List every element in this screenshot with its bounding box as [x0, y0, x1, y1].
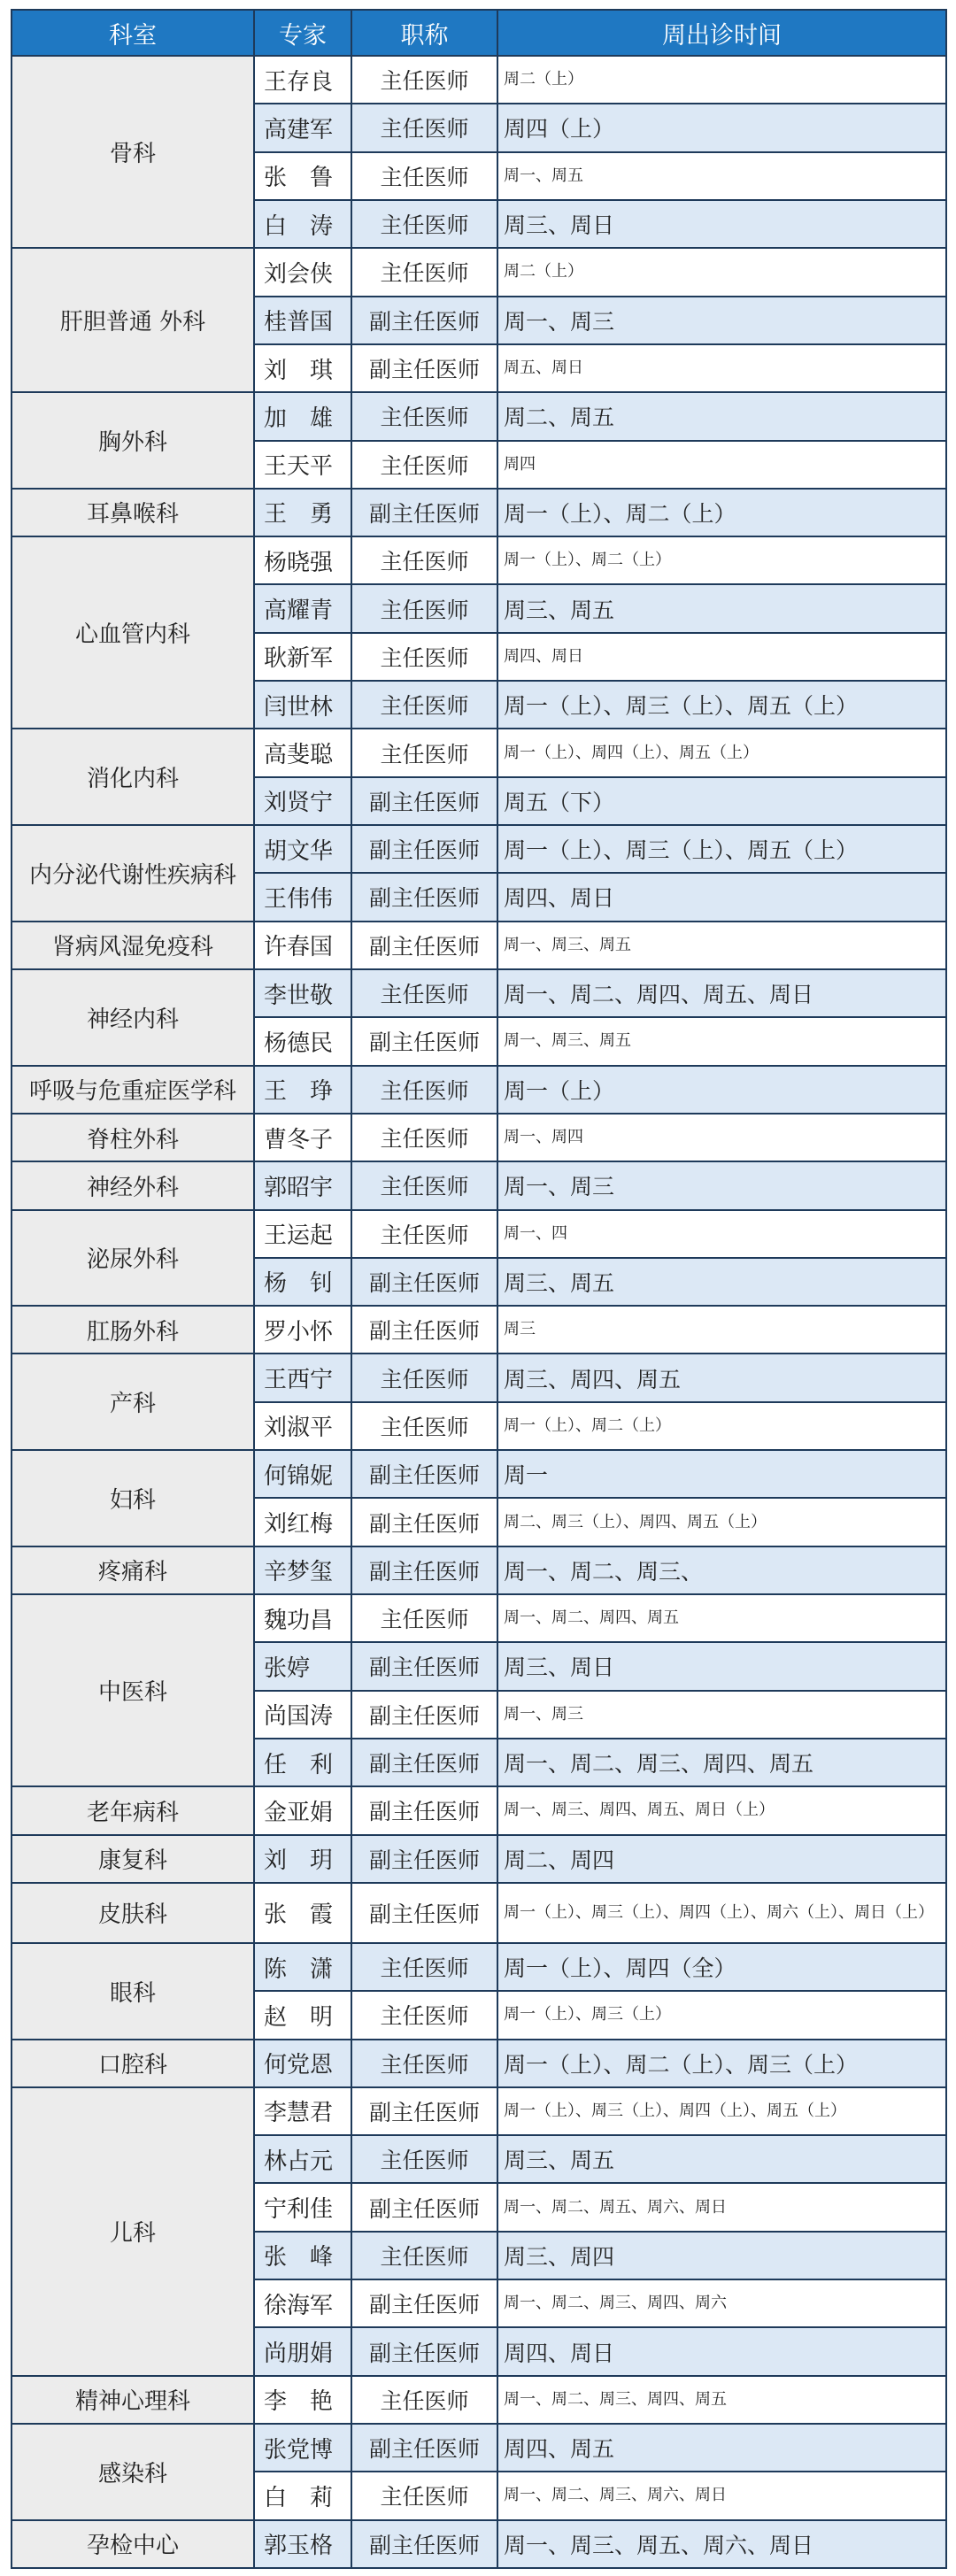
department-cell: 内分泌代谢性疾病科	[12, 825, 254, 922]
schedule-cell: 周三	[497, 1306, 946, 1354]
expert-name: 王 琤	[254, 1066, 351, 1114]
expert-name: 曹冬子	[254, 1114, 351, 1161]
expert-name: 张 霞	[254, 1883, 351, 1943]
schedule-cell: 周三、周五	[497, 584, 946, 632]
schedule-cell: 周一、周二、周三、周四、周五	[497, 2376, 946, 2424]
title-cell: 副主任医师	[351, 2279, 497, 2327]
department-cell: 心血管内科	[12, 536, 254, 729]
expert-name: 王伟伟	[254, 873, 351, 921]
schedule-cell: 周二（上）	[497, 56, 946, 104]
schedule-cell: 周二、周四	[497, 1835, 946, 1883]
schedule-cell: 周一（上）、周三（上）	[497, 1991, 946, 2039]
department-cell: 神经外科	[12, 1161, 254, 1209]
table-row	[12, 969, 946, 1017]
table-row	[12, 922, 946, 969]
schedule-cell: 周一	[497, 1450, 946, 1498]
title-cell: 主任医师	[351, 2040, 497, 2087]
expert-name: 郭玉格	[254, 2520, 351, 2568]
expert-name: 张 峰	[254, 2232, 351, 2279]
title-cell: 副主任医师	[351, 1306, 497, 1354]
title-cell: 副主任医师	[351, 1883, 497, 1943]
schedule-cell: 周一、周二、周三、周四、周六	[497, 2279, 946, 2327]
schedule-cell: 周一（上）、周二（上）、周三（上）	[497, 2040, 946, 2087]
expert-name: 张党博	[254, 2424, 351, 2472]
table-row	[12, 2040, 946, 2087]
title-cell: 主任医师	[351, 1161, 497, 1209]
expert-name: 辛梦玺	[254, 1546, 351, 1594]
department-cell: 神经内科	[12, 969, 254, 1066]
schedule-cell: 周一、周三、周五、周六、周日	[497, 2520, 946, 2568]
expert-name: 杨晓强	[254, 536, 351, 584]
expert-name: 耿新军	[254, 633, 351, 681]
expert-name: 白 莉	[254, 2472, 351, 2519]
department-cell: 儿科	[12, 2087, 254, 2376]
schedule-body	[12, 56, 946, 2568]
title-cell: 主任医师	[351, 1066, 497, 1114]
table-row	[12, 489, 946, 536]
table-row	[12, 2424, 946, 2472]
schedule-cell: 周一、周三、周四、周五、周日（上）	[497, 1786, 946, 1834]
header-dept: 科室	[12, 10, 254, 56]
title-cell: 副主任医师	[351, 2183, 497, 2231]
title-cell: 副主任医师	[351, 1450, 497, 1498]
department-cell: 肝胆普通 外科	[12, 248, 254, 392]
expert-name: 白 涛	[254, 200, 351, 248]
table-row	[12, 1114, 946, 1161]
title-cell: 副主任医师	[351, 1739, 497, 1786]
title-cell: 主任医师	[351, 1991, 497, 2039]
department-cell: 妇科	[12, 1450, 254, 1546]
title-cell: 主任医师	[351, 1402, 497, 1450]
schedule-cell: 周一（上）、周三（上）、周五（上）	[497, 825, 946, 873]
title-cell: 主任医师	[351, 2135, 497, 2183]
schedule-cell: 周二（上）	[497, 248, 946, 296]
expert-name: 高斐聪	[254, 729, 351, 776]
schedule-cell: 周一、周四	[497, 1114, 946, 1161]
schedule-cell: 周一（上）、周三（上）、周四（上）、周六（上）、周日（上）	[497, 1883, 946, 1943]
schedule-cell: 周一、周五	[497, 152, 946, 200]
expert-name: 尚国涛	[254, 1691, 351, 1739]
title-cell: 副主任医师	[351, 1691, 497, 1739]
schedule-cell: 周三、周四	[497, 2232, 946, 2279]
schedule-cell: 周一（上）、周二（上）	[497, 536, 946, 584]
title-cell: 副主任医师	[351, 1786, 497, 1834]
title-cell: 主任医师	[351, 441, 497, 489]
title-cell: 副主任医师	[351, 1258, 497, 1306]
department-cell: 中医科	[12, 1594, 254, 1786]
department-cell: 眼科	[12, 1943, 254, 2040]
department-cell: 孕检中心	[12, 2520, 254, 2568]
title-cell: 副主任医师	[351, 344, 497, 392]
table-row	[12, 1943, 946, 1991]
title-cell: 主任医师	[351, 152, 497, 200]
title-cell: 副主任医师	[351, 2327, 497, 2375]
expert-name: 杨德民	[254, 1017, 351, 1065]
expert-name: 高建军	[254, 104, 351, 151]
schedule-cell: 周一（上）、周三（上）、周四（上）、周五（上）	[497, 2087, 946, 2135]
table-row	[12, 1306, 946, 1354]
department-cell: 肾病风湿免疫科	[12, 922, 254, 969]
title-cell: 主任医师	[351, 56, 497, 104]
expert-name: 李世敬	[254, 969, 351, 1017]
title-cell: 主任医师	[351, 729, 497, 776]
schedule-cell: 周三、周五	[497, 2135, 946, 2183]
expert-name: 王运起	[254, 1210, 351, 1258]
table-row	[12, 1210, 946, 1258]
title-cell: 主任医师	[351, 200, 497, 248]
expert-name: 何锦妮	[254, 1450, 351, 1498]
schedule-cell: 周一（上）	[497, 1066, 946, 1114]
schedule-cell: 周一（上）、周二（上）	[497, 1402, 946, 1450]
schedule-cell: 周二、周三（上）、周四、周五（上）	[497, 1498, 946, 1546]
expert-name: 刘会侠	[254, 248, 351, 296]
department-cell: 脊柱外科	[12, 1114, 254, 1161]
table-row	[12, 1835, 946, 1883]
table-row	[12, 1354, 946, 1401]
expert-name: 刘 玥	[254, 1835, 351, 1883]
schedule-cell: 周一、周三、周五	[497, 1017, 946, 1065]
table-row	[12, 392, 946, 440]
expert-name: 宁利佳	[254, 2183, 351, 2231]
schedule-cell: 周一（上）、周二（上）	[497, 489, 946, 536]
title-cell: 副主任医师	[351, 873, 497, 921]
department-cell: 呼吸与危重症医学科	[12, 1066, 254, 1114]
table-row	[12, 56, 946, 104]
schedule-cell: 周四、周五	[497, 2424, 946, 2472]
schedule-cell: 周三、周四、周五	[497, 1354, 946, 1401]
schedule-cell: 周二、周五	[497, 392, 946, 440]
table-row	[12, 2520, 946, 2568]
department-cell: 精神心理科	[12, 2376, 254, 2424]
schedule-table	[11, 9, 947, 2569]
schedule-cell: 周一、周二、周三、周六、周日	[497, 2472, 946, 2519]
schedule-cell: 周一、周三	[497, 297, 946, 344]
department-cell: 口腔科	[12, 2040, 254, 2087]
table-row	[12, 825, 946, 873]
expert-name: 李 艳	[254, 2376, 351, 2424]
expert-name: 林占元	[254, 2135, 351, 2183]
expert-name: 任 利	[254, 1739, 351, 1786]
expert-name: 张 鲁	[254, 152, 351, 200]
table-row	[12, 1786, 946, 1834]
expert-name: 王西宁	[254, 1354, 351, 1401]
expert-name: 李慧君	[254, 2087, 351, 2135]
schedule-cell: 周三、周五	[497, 1258, 946, 1306]
schedule-cell: 周五（下）	[497, 777, 946, 825]
title-cell: 副主任医师	[351, 1835, 497, 1883]
expert-name: 罗小怀	[254, 1306, 351, 1354]
title-cell: 副主任医师	[351, 1642, 497, 1690]
title-cell: 主任医师	[351, 633, 497, 681]
table-row	[12, 1546, 946, 1594]
table-row	[12, 1161, 946, 1209]
schedule-cell: 周一（上）、周四（全）	[497, 1943, 946, 1991]
title-cell: 主任医师	[351, 248, 497, 296]
expert-name: 刘红梅	[254, 1498, 351, 1546]
expert-name: 刘淑平	[254, 1402, 351, 1450]
title-cell: 主任医师	[351, 681, 497, 729]
expert-name: 王存良	[254, 56, 351, 104]
expert-name: 杨 钊	[254, 1258, 351, 1306]
schedule-cell: 周四、周日	[497, 873, 946, 921]
table-row	[12, 1450, 946, 1498]
expert-name: 加 雄	[254, 392, 351, 440]
title-cell: 主任医师	[351, 1210, 497, 1258]
schedule-cell: 周一、周三	[497, 1161, 946, 1209]
schedule-cell: 周三、周日	[497, 200, 946, 248]
expert-name: 金亚娟	[254, 1786, 351, 1834]
title-cell: 副主任医师	[351, 1546, 497, 1594]
expert-name: 闫世林	[254, 681, 351, 729]
title-cell: 副主任医师	[351, 2424, 497, 2472]
expert-name: 赵 明	[254, 1991, 351, 2039]
table-row	[12, 729, 946, 776]
department-cell: 消化内科	[12, 729, 254, 825]
expert-name: 何党恩	[254, 2040, 351, 2087]
table-row	[12, 2087, 946, 2135]
table-row	[12, 536, 946, 584]
title-cell: 副主任医师	[351, 297, 497, 344]
schedule-cell: 周四、周日	[497, 2327, 946, 2375]
schedule-cell: 周一（上）、周四（上）、周五（上）	[497, 729, 946, 776]
expert-name: 尚朋娟	[254, 2327, 351, 2375]
title-cell: 主任医师	[351, 1594, 497, 1642]
department-cell: 胸外科	[12, 392, 254, 489]
header-title: 职称	[351, 10, 497, 56]
title-cell: 主任医师	[351, 1354, 497, 1401]
expert-name: 王天平	[254, 441, 351, 489]
expert-name: 高耀青	[254, 584, 351, 632]
expert-name: 胡文华	[254, 825, 351, 873]
schedule-cell: 周一、周二、周五、周六、周日	[497, 2183, 946, 2231]
title-cell: 主任医师	[351, 1114, 497, 1161]
title-cell: 副主任医师	[351, 2520, 497, 2568]
department-cell: 骨科	[12, 56, 254, 248]
title-cell: 副主任医师	[351, 777, 497, 825]
department-cell: 皮肤科	[12, 1883, 254, 1943]
department-cell: 感染科	[12, 2424, 254, 2520]
schedule-cell: 周一、四	[497, 1210, 946, 1258]
expert-name: 魏功昌	[254, 1594, 351, 1642]
header-schedule: 周出诊时间	[497, 10, 946, 56]
schedule-cell: 周一、周二、周三、	[497, 1546, 946, 1594]
schedule-cell: 周四、周日	[497, 633, 946, 681]
department-cell: 肛肠外科	[12, 1306, 254, 1354]
title-cell: 主任医师	[351, 2472, 497, 2519]
title-cell: 副主任医师	[351, 922, 497, 969]
title-cell: 主任医师	[351, 536, 497, 584]
expert-name: 刘贤宁	[254, 777, 351, 825]
title-cell: 主任医师	[351, 2232, 497, 2279]
department-cell: 康复科	[12, 1835, 254, 1883]
title-cell: 主任医师	[351, 969, 497, 1017]
title-cell: 主任医师	[351, 392, 497, 440]
title-cell: 主任医师	[351, 104, 497, 151]
schedule-cell: 周一、周三	[497, 1691, 946, 1739]
table-row	[12, 1594, 946, 1642]
schedule-cell: 周四	[497, 441, 946, 489]
table-row	[12, 2376, 946, 2424]
title-cell: 主任医师	[351, 2376, 497, 2424]
expert-name: 桂普国	[254, 297, 351, 344]
schedule-cell: 周四（上）	[497, 104, 946, 151]
table-row	[12, 1883, 946, 1943]
schedule-cell: 周一、周二、周三、周四、周五	[497, 1739, 946, 1786]
expert-name: 刘 琪	[254, 344, 351, 392]
expert-name: 张婷	[254, 1642, 351, 1690]
expert-name: 王 勇	[254, 489, 351, 536]
title-cell: 副主任医师	[351, 1498, 497, 1546]
schedule-cell: 周一、周二、周四、周五	[497, 1594, 946, 1642]
title-cell: 主任医师	[351, 584, 497, 632]
table-row	[12, 248, 946, 296]
expert-name: 陈 潇	[254, 1943, 351, 1991]
schedule-cell: 周三、周日	[497, 1642, 946, 1690]
department-cell: 老年病科	[12, 1786, 254, 1834]
header-row	[12, 10, 946, 56]
department-cell: 耳鼻喉科	[12, 489, 254, 536]
expert-name: 许春国	[254, 922, 351, 969]
title-cell: 副主任医师	[351, 489, 497, 536]
schedule-cell: 周一（上）、周三（上）、周五（上）	[497, 681, 946, 729]
schedule-cell: 周一、周二、周四、周五、周日	[497, 969, 946, 1017]
expert-name: 徐海军	[254, 2279, 351, 2327]
expert-name: 郭昭宇	[254, 1161, 351, 1209]
header-expert: 专家	[254, 10, 351, 56]
title-cell: 主任医师	[351, 1943, 497, 1991]
title-cell: 副主任医师	[351, 2087, 497, 2135]
schedule-cell: 周一、周三、周五	[497, 922, 946, 969]
schedule-cell: 周五、周日	[497, 344, 946, 392]
department-cell: 产科	[12, 1354, 254, 1450]
department-cell: 疼痛科	[12, 1546, 254, 1594]
department-cell: 泌尿外科	[12, 1210, 254, 1307]
title-cell: 副主任医师	[351, 825, 497, 873]
title-cell: 副主任医师	[351, 1017, 497, 1065]
table-row	[12, 1066, 946, 1114]
